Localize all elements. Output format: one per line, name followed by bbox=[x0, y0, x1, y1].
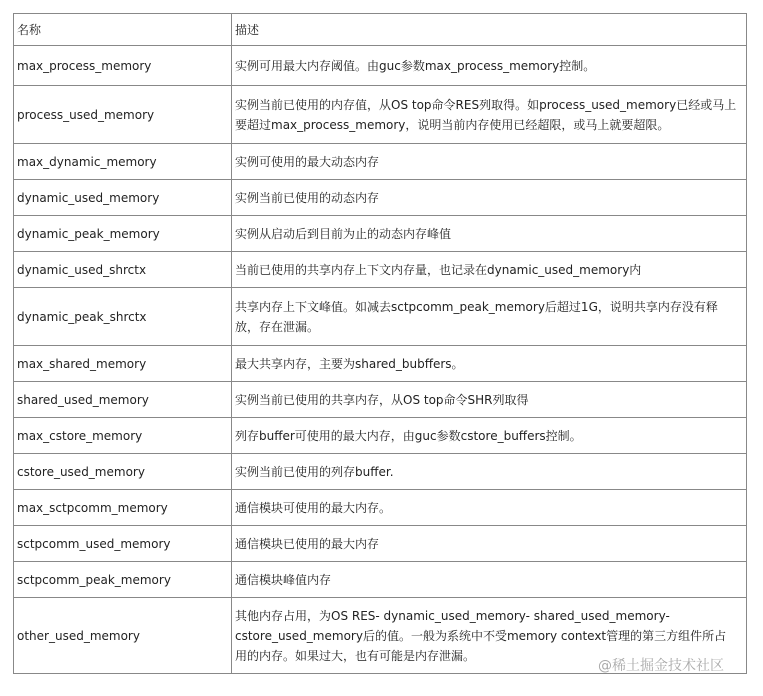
row-desc-cell: 实例当前已使用的列存buffer. bbox=[232, 454, 747, 490]
row-desc-cell: 通信模块可使用的最大内存。 bbox=[232, 490, 747, 526]
row-name-cell: shared_used_memory bbox=[14, 382, 232, 418]
row-name-cell: sctpcomm_used_memory bbox=[14, 526, 232, 562]
row-desc-cell: 实例当前已使用的共享内存，从OS top命令SHR列取得 bbox=[232, 382, 747, 418]
row-desc-cell: 实例可用最大内存阈值。由guc参数max_process_memory控制。 bbox=[232, 46, 747, 86]
row-desc-cell: 通信模块已使用的最大内存 bbox=[232, 526, 747, 562]
row-desc-cell: 实例从启动后到目前为止的动态内存峰值 bbox=[232, 216, 747, 252]
row-desc-cell: 实例当前已使用的动态内存 bbox=[232, 180, 747, 216]
table-header-row bbox=[14, 14, 747, 46]
table-row bbox=[14, 382, 747, 418]
row-name-cell: max_cstore_memory bbox=[14, 418, 232, 454]
watermark-text: @稀土掘金技术社区 bbox=[598, 658, 724, 674]
row-desc-cell: 当前已使用的共享内存上下文内存量，也记录在dynamic_used_memory内 bbox=[232, 252, 747, 288]
row-name-cell: dynamic_peak_memory bbox=[14, 216, 232, 252]
table-row bbox=[14, 490, 747, 526]
table-row bbox=[14, 418, 747, 454]
row-name-cell: sctpcomm_peak_memory bbox=[14, 562, 232, 598]
row-name-cell: other_used_memory bbox=[14, 598, 232, 674]
table-row bbox=[14, 526, 747, 562]
table-row bbox=[14, 346, 747, 382]
row-desc-cell: 列存buffer可使用的最大内存，由guc参数cstore_buffers控制。 bbox=[232, 418, 747, 454]
row-name-cell: dynamic_used_shrctx bbox=[14, 252, 232, 288]
row-desc-cell: 其他内存占用，为OS RES- dynamic_used_memory- shared_used_memory- cstore_used_memory后的值。一般为系统中不受memory context管理的第三方组件所占用的内存。如果过大，也有可能是内存泄漏。 bbox=[232, 598, 747, 674]
row-name-cell: max_dynamic_memory bbox=[14, 144, 232, 180]
column-header-name: 名称 bbox=[14, 14, 232, 46]
row-desc-cell: 实例当前已使用的内存值，从OS top命令RES列取得。如process_used_memory已经或马上要超过max_process_memory，说明当前内存使用已经超限，或马上就要超限。 bbox=[232, 86, 747, 144]
table-row bbox=[14, 288, 747, 346]
table-row bbox=[14, 86, 747, 144]
row-name-cell: dynamic_used_memory bbox=[14, 180, 232, 216]
table-row bbox=[14, 180, 747, 216]
memory-table bbox=[13, 13, 747, 674]
row-name-cell: max_process_memory bbox=[14, 46, 232, 86]
row-desc-cell: 共享内存上下文峰值。如减去sctpcomm_peak_memory后超过1G，说明共享内存没有释放，存在泄漏。 bbox=[232, 288, 747, 346]
table-row bbox=[14, 46, 747, 86]
row-name-cell: process_used_memory bbox=[14, 86, 232, 144]
row-name-cell: max_shared_memory bbox=[14, 346, 232, 382]
row-name-cell: cstore_used_memory bbox=[14, 454, 232, 490]
row-desc-cell: 最大共享内存，主要为shared_bubffers。 bbox=[232, 346, 747, 382]
column-header-desc: 描述 bbox=[232, 14, 747, 46]
table-row bbox=[14, 454, 747, 490]
row-name-cell: max_sctpcomm_memory bbox=[14, 490, 232, 526]
row-name-cell: dynamic_peak_shrctx bbox=[14, 288, 232, 346]
row-desc-cell: 实例可使用的最大动态内存 bbox=[232, 144, 747, 180]
table-row bbox=[14, 252, 747, 288]
row-desc-cell: 通信模块峰值内存 bbox=[232, 562, 747, 598]
table-row bbox=[14, 216, 747, 252]
table-row bbox=[14, 144, 747, 180]
table-row bbox=[14, 562, 747, 598]
